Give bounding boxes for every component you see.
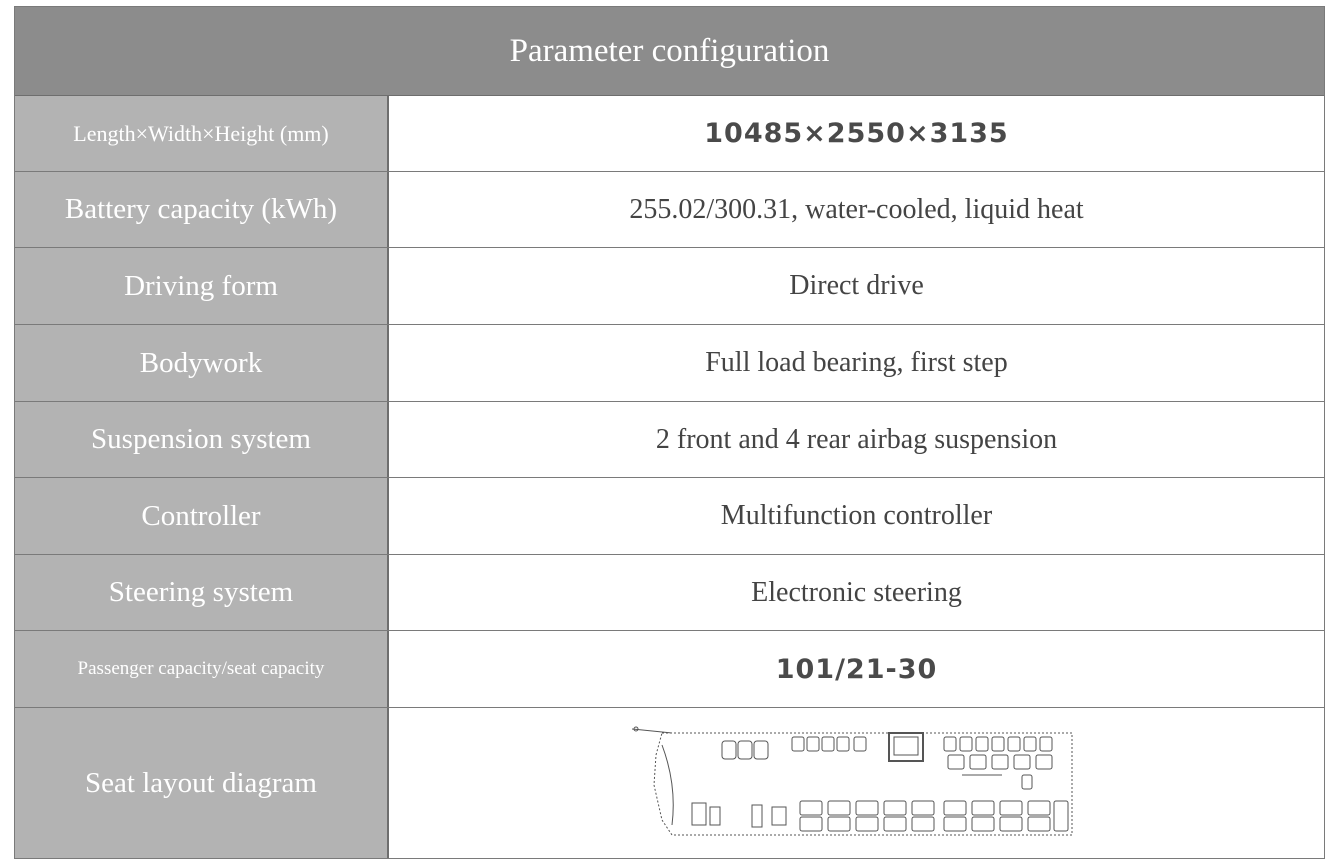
table-row (15, 96, 1324, 172)
row-value: Direct drive (789, 270, 924, 301)
row-value: 101/21-30 (775, 653, 938, 685)
row-value: Full load bearing, first step (705, 347, 1008, 378)
row-label: Suspension system (15, 402, 389, 477)
table-row (15, 555, 1324, 631)
table-row (15, 478, 1324, 555)
table-row (15, 631, 1324, 708)
row-value: Multifunction controller (720, 500, 993, 531)
row-value: 255.02/300.31, water-cooled, liquid heat (629, 193, 1084, 225)
table-row (15, 325, 1324, 402)
row-label: Steering system (15, 555, 389, 630)
row-label: Length×Width×Height (mm) (15, 96, 389, 171)
table-row (15, 172, 1324, 248)
row-label: Seat layout diagram (15, 708, 389, 858)
row-value: 2 front and 4 rear airbag suspension (655, 423, 1058, 455)
table-row (15, 708, 1324, 858)
row-label: Driving form (15, 248, 389, 324)
table-row (15, 248, 1324, 325)
row-value: Electronic steering (751, 576, 962, 608)
row-value: 10485×2550×3135 (704, 118, 1009, 149)
row-label: Bodywork (15, 325, 389, 401)
table-title: Parameter configuration (15, 7, 1324, 96)
table-row (15, 402, 1324, 478)
row-label: Controller (15, 478, 389, 554)
bus-seat-layout-icon (632, 725, 1082, 841)
row-value (389, 708, 1324, 858)
row-label: Battery capacity (kWh) (15, 172, 389, 247)
row-label: Passenger capacity/seat capacity (15, 631, 389, 707)
parameter-table (14, 6, 1325, 859)
